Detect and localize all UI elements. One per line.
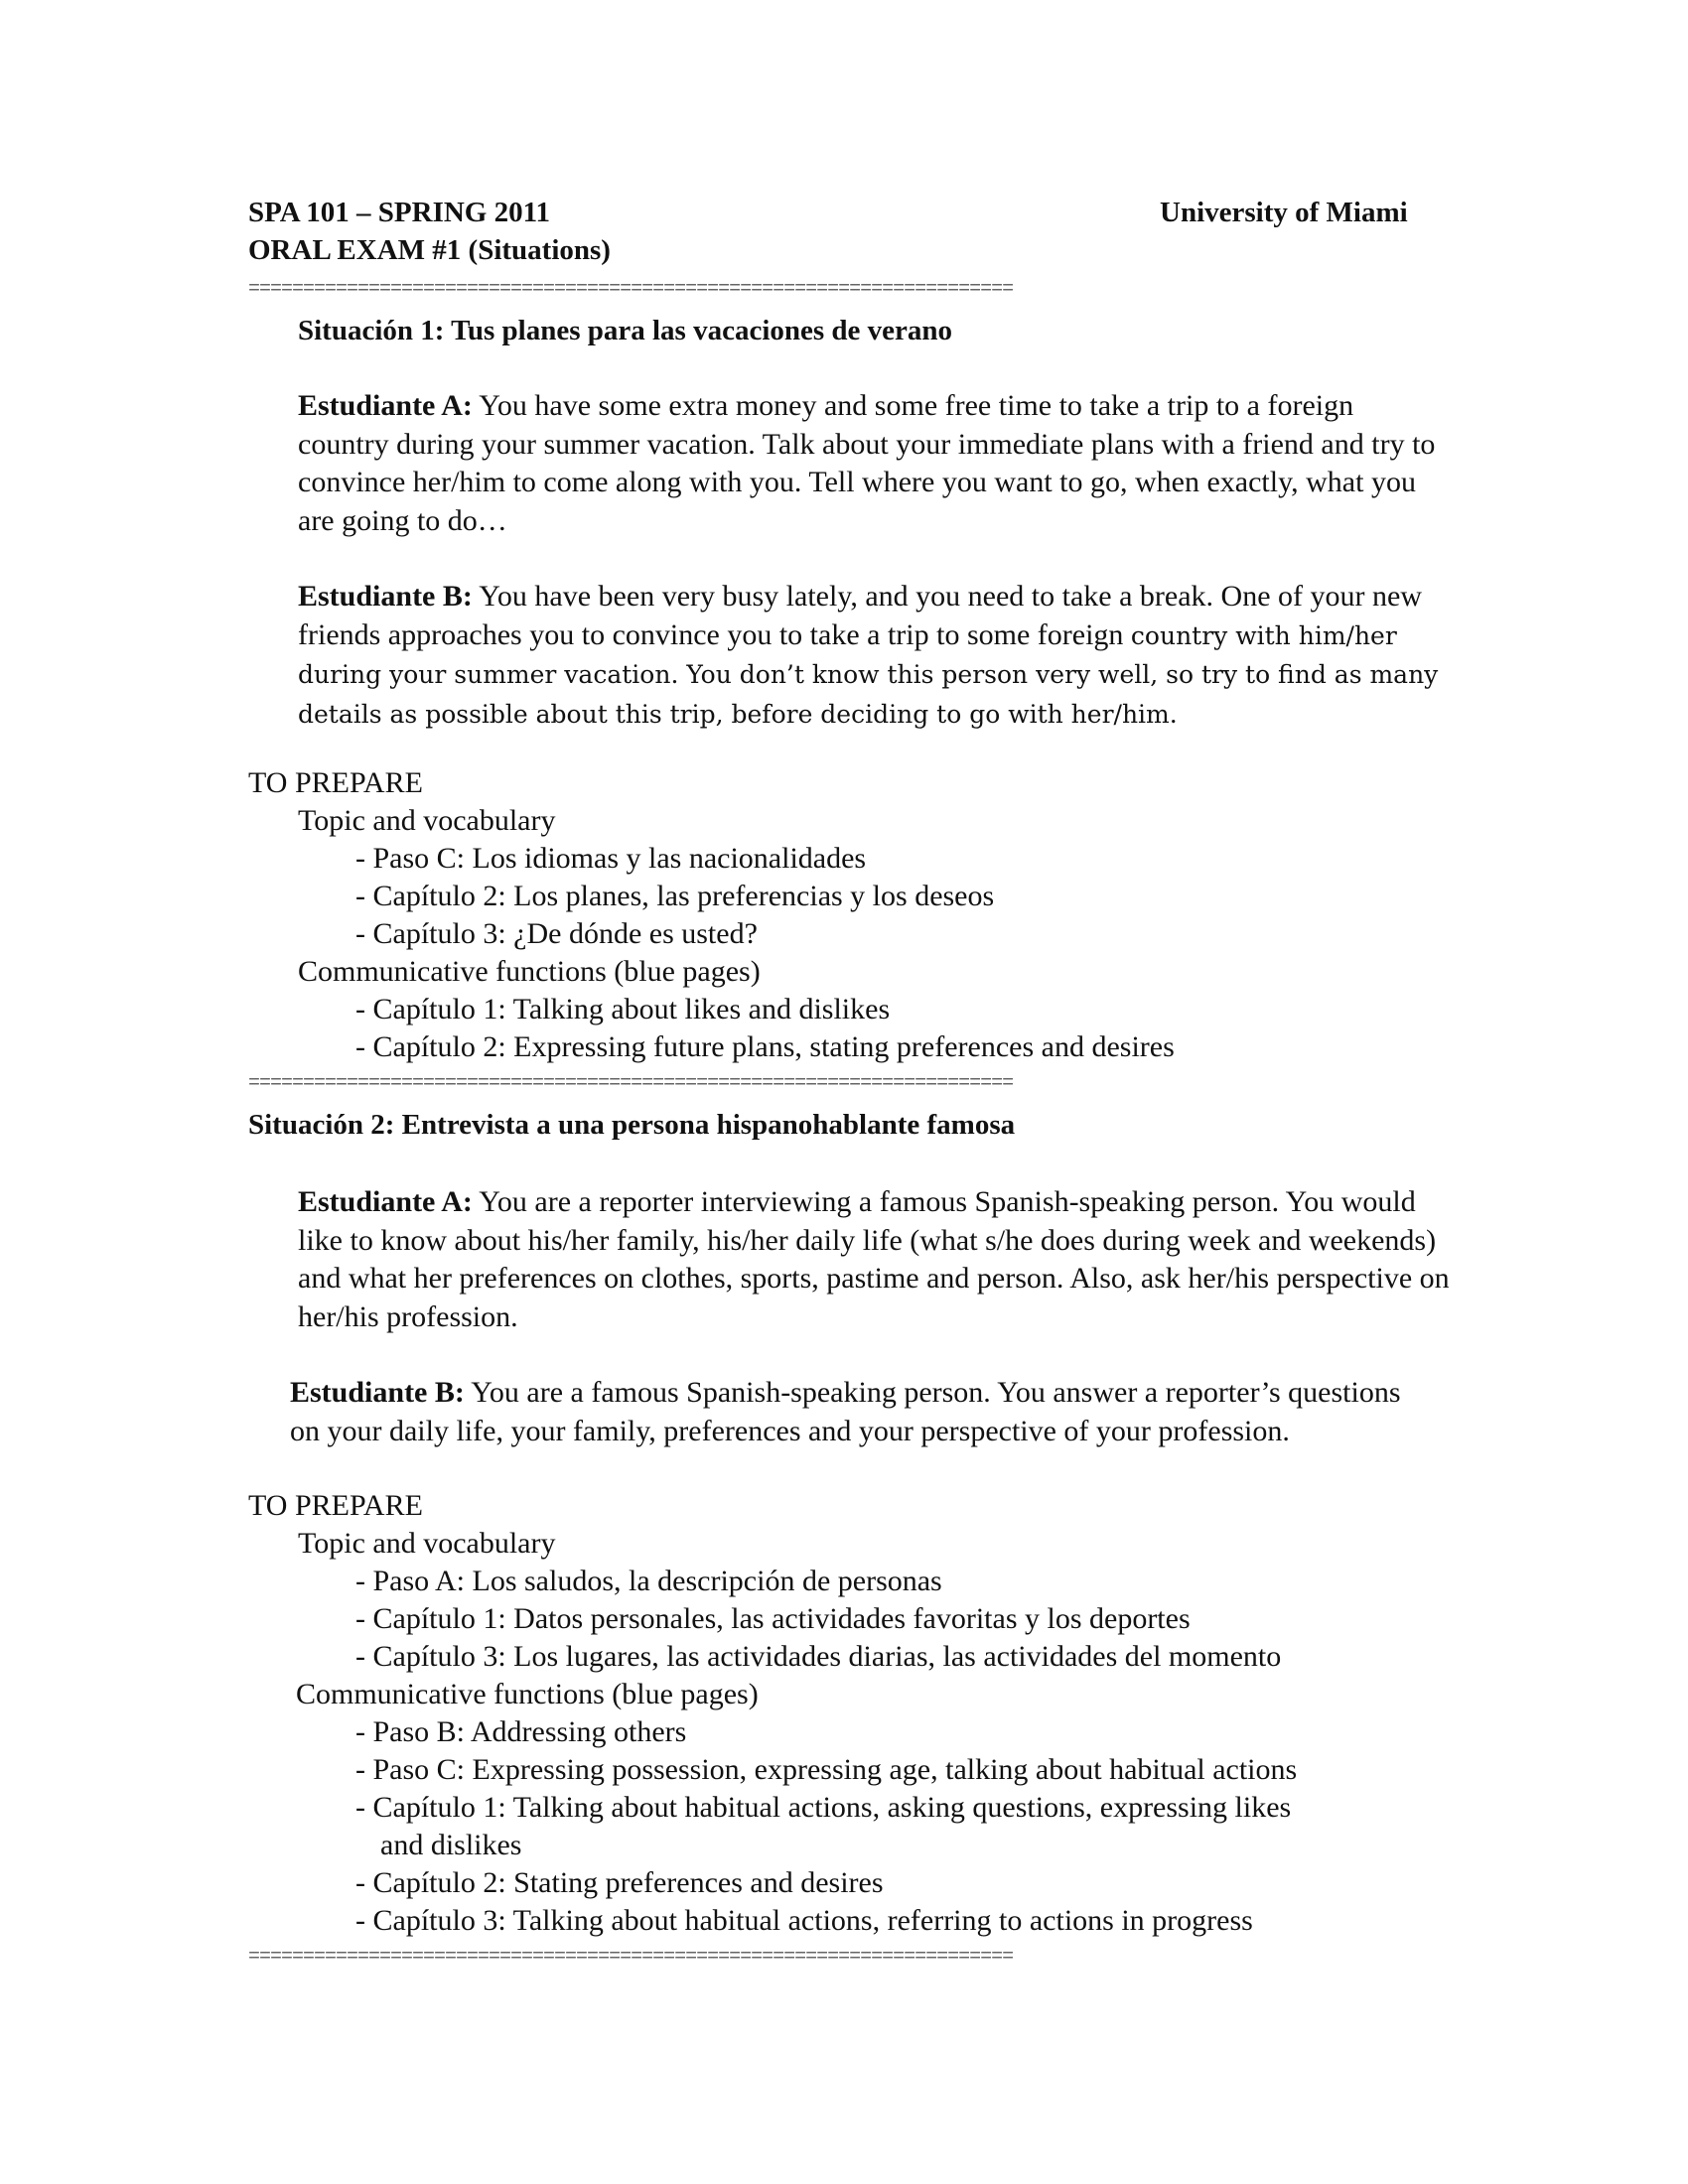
situation-2-topic-item: - Paso A: Los saludos, la descripción de personas: [355, 1565, 942, 1597]
situation-2-student-a: [298, 1183, 1450, 1336]
separator-bottom: ======================================================================: [248, 1946, 1014, 1969]
situation-2-prepare-heading: TO PREPARE: [248, 1489, 423, 1522]
situation-2-title: Situación 2: Entrevista a una persona hispanohablante famosa: [248, 1109, 1016, 1141]
student-b-label: Estudiante B:: [298, 580, 473, 613]
exam-title: ORAL EXAM #1 (Situations): [248, 234, 611, 266]
student-a-text: You are a reporter interviewing a famous Spanish-speaking person. You would like to know about his/her family, his/her daily life (what s/he does during week and weekends) and what her preferences on clothes, sports, pastime and person. Also, ask her/his perspective on her/his profession.: [298, 1185, 1450, 1333]
situation-1-function-item: - Capítulo 2: Expressing future plans, stating preferences and desires: [355, 1030, 1175, 1063]
situation-2-function-item: - Capítulo 3: Talking about habitual actions, referring to actions in progress: [355, 1904, 1253, 1937]
situation-1-student-b: [298, 578, 1440, 734]
situation-2-function-item-continuation: and dislikes: [380, 1829, 522, 1861]
institution-name: University of Miami: [1160, 197, 1408, 228]
student-a-text: You have some extra money and some free time to take a trip to a foreign country during your summer vacation. Talk about your immediate plans with a friend and try to convince her/him to come along with you. Tell where you want to go, when exactly, what you are going to do…: [298, 389, 1436, 537]
course-title: SPA 101 – SPRING 2011: [248, 197, 551, 228]
situation-2-function-item: - Paso C: Expressing possession, expressing age, talking about habitual actions: [355, 1753, 1298, 1786]
student-b-text: You are a famous Spanish-speaking person. You answer a reporter’s questions on your daily life, your family, preferences and your perspective of your profession.: [290, 1376, 1401, 1447]
situation-1-topic-item: - Paso C: Los idiomas y las nacionalidades: [355, 842, 867, 875]
student-b-text-2: country with him/her during your summer vacation. You don’t know this person very well, so try to find as many details as possible about this trip, before deciding to go with her/him.: [298, 620, 1439, 729]
separator-top: ======================================================================: [248, 278, 1014, 301]
student-b-label: Estudiante B:: [290, 1376, 465, 1409]
situation-2-topic-item: - Capítulo 3: Los lugares, las actividades diarias, las actividades del momento: [355, 1640, 1282, 1673]
situation-2-student-b: [290, 1374, 1422, 1450]
situation-1-topic-item: - Capítulo 2: Los planes, las preferencias y los deseos: [355, 880, 995, 912]
situation-1-prepare-heading: TO PREPARE: [248, 766, 423, 799]
situation-2-topic-item: - Capítulo 1: Datos personales, las actividades favoritas y los deportes: [355, 1602, 1191, 1635]
situation-1-topic-item: - Capítulo 3: ¿De dónde es usted?: [355, 917, 758, 950]
student-a-label: Estudiante A:: [298, 1185, 473, 1218]
situation-1-function-item: - Capítulo 1: Talking about likes and dislikes: [355, 993, 891, 1025]
separator-middle: ======================================================================: [248, 1072, 1014, 1095]
situation-2-functions-heading: Communicative functions (blue pages): [296, 1678, 759, 1710]
student-b-text-1: You have been very busy lately, and you need to take a break. One of your new friends approaches you to convince you to take a trip to some foreign: [298, 580, 1422, 651]
situation-2-function-item: - Capítulo 2: Stating preferences and desires: [355, 1866, 884, 1899]
situation-2-topic-heading: Topic and vocabulary: [298, 1527, 556, 1560]
situation-1-title: Situación 1: Tus planes para las vacaciones de verano: [298, 315, 953, 346]
situation-2-function-item: - Paso B: Addressing others: [355, 1715, 687, 1748]
situation-2-function-item: - Capítulo 1: Talking about habitual actions, asking questions, expressing likes: [355, 1791, 1292, 1824]
student-a-label: Estudiante A:: [298, 389, 473, 422]
situation-1-topic-heading: Topic and vocabulary: [298, 804, 556, 837]
situation-1-functions-heading: Communicative functions (blue pages): [298, 955, 761, 988]
situation-1-student-a: [298, 387, 1440, 540]
